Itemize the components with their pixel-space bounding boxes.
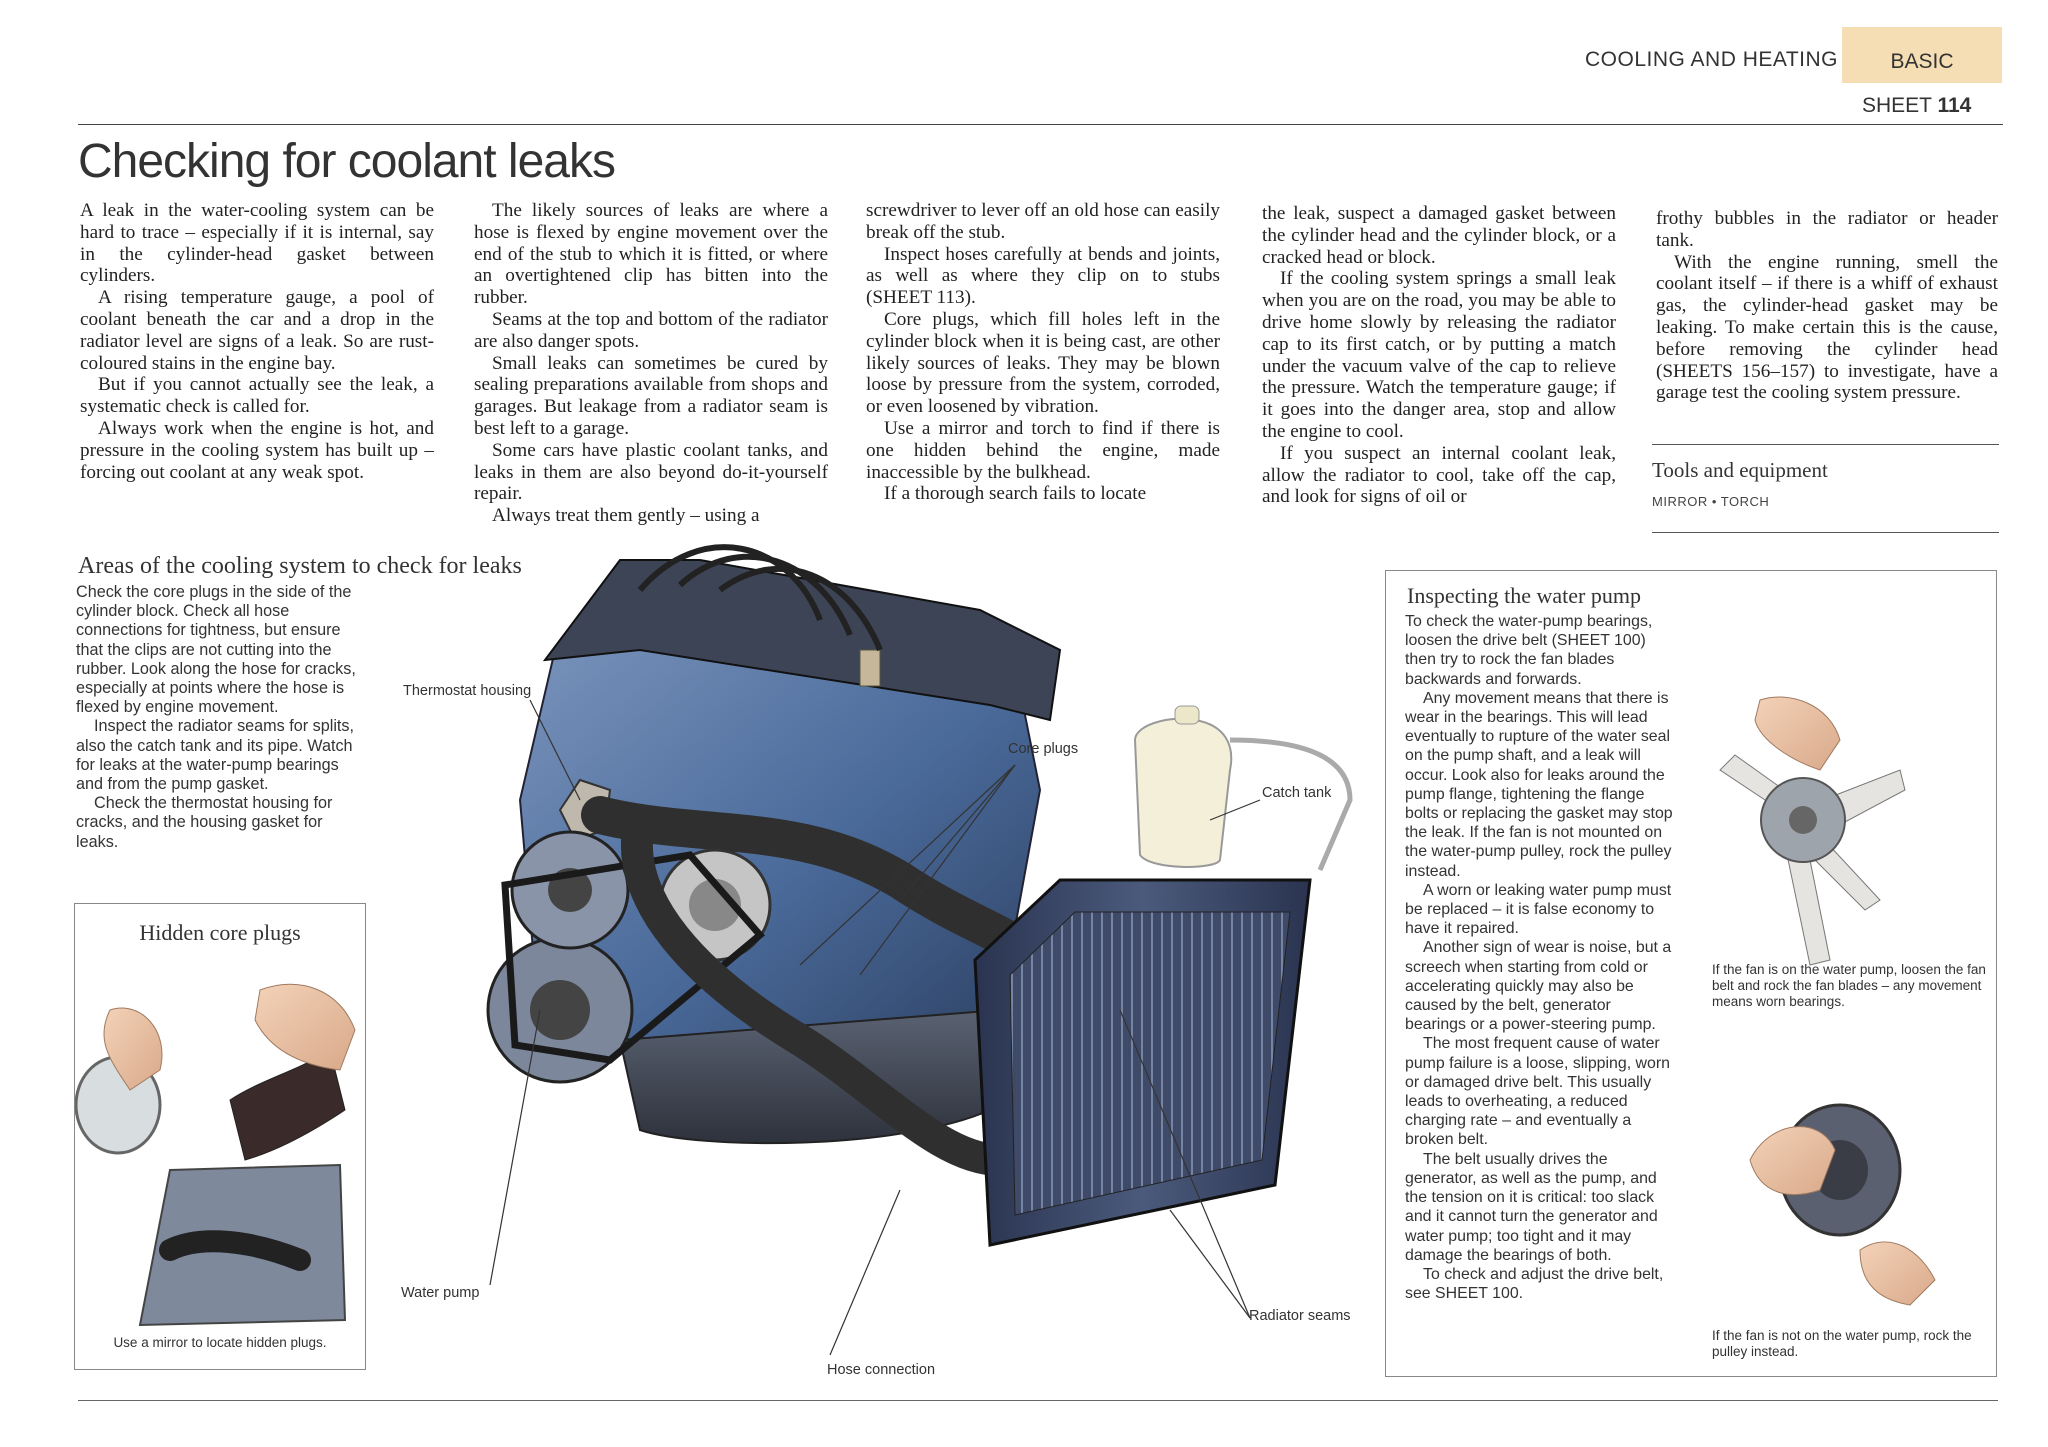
paragraph: Inspect the radiator seams for splits, also the catch tank and its pipe. Watch for leaks at the water-pump bearings and from the pump gasket. xyxy=(76,717,355,794)
fan-caption: If the fan is on the water pump, loosen the fan belt and rock the fan blades – any movement means worn bearings. xyxy=(1712,962,1986,1009)
label-water-pump: Water pump xyxy=(401,1285,480,1301)
areas-heading: Areas of the cooling system to check for leaks xyxy=(78,553,522,579)
paragraph: The likely sources of leaks are where a hose is flexed by engine movement over the end of the stub to which it is fitted, or where an overtightened clip has bitten into the rubber. xyxy=(474,200,828,309)
paragraph: Check the thermostat housing for cracks, and the housing gasket for leaks. xyxy=(76,794,333,851)
paragraph: If you suspect an internal coolant leak, allow the radiator to cool, take off the cap, and look for signs of oil or xyxy=(1262,442,1616,508)
sheet-number: 114 xyxy=(1937,94,1972,117)
paragraph: frothy bubbles in the radiator or header tank. xyxy=(1656,208,1998,251)
hidden-core-plugs-box xyxy=(74,903,366,1370)
paragraph: The belt usually drives the generator, as well as the pump, and the tension on it is critical: too slack and it cannot turn the generator and water pump; too tight and it may damage the bearings of both. xyxy=(1405,1150,1658,1264)
paragraph: Some cars have plastic coolant tanks, and leaks in them are also beyond do-it-yourself repair. xyxy=(474,439,828,505)
section-title: COOLING AND HEATING xyxy=(1585,48,1838,71)
paragraph: screwdriver to lever off an old hose can easily break off the stub. xyxy=(866,200,1220,243)
paragraph: Always treat them gently – using a xyxy=(492,505,760,527)
paragraph: But if you cannot actually see the leak, a systematic check is called for. xyxy=(80,374,434,418)
paragraph: A rising temperature gauge, a pool of coolant beneath the car and a drop in the radiator level are signs of a leak. So are rust-coloured stains in the engine bay. xyxy=(80,287,434,374)
paragraph: Core plugs, which fill holes left in the cylinder block when it is being cast, are other likely sources of leaks. They may be blown loose by pressure from the system, corroded, or even loosened by vibration. xyxy=(866,308,1220,418)
level-label: BASIC xyxy=(1890,50,1954,73)
hidden-core-plugs-title: Hidden core plugs xyxy=(139,920,301,945)
sheet-label: SHEET xyxy=(1862,94,1932,117)
paragraph: To check the water-pump bearings, loosen the drive belt (SHEET 100) then try to rock the fan blades backwards and forwards. xyxy=(1405,613,1653,688)
paragraph: Always work when the engine is hot, and pressure in the cooling system has built up – forcing out coolant at any weak spot. xyxy=(80,417,434,483)
label-hose-connection: Hose connection xyxy=(827,1362,936,1378)
hidden-core-plugs-caption: Use a mirror to locate hidden plugs. xyxy=(113,1335,327,1350)
footer-rule xyxy=(78,1400,1998,1401)
paragraph: To check and adjust the drive belt, see SHEET 100. xyxy=(1405,1265,1664,1303)
paragraph: Inspect hoses carefully at bends and joints, as well as where they clip on to stubs (SHEET 113). xyxy=(866,243,1220,309)
water-pump-text xyxy=(1405,612,1673,1303)
paragraph: Seams at the top and bottom of the radiator are also danger spots. xyxy=(474,308,828,352)
paragraph: Use a mirror and torch to find if there is one hidden behind the engine, made inaccessible by the bulkhead. xyxy=(866,417,1220,483)
label-thermostat-housing: Thermostat housing xyxy=(403,683,532,699)
catch-tank-cap xyxy=(1175,706,1199,724)
oil-filler-cap xyxy=(860,650,880,686)
tools-title: Tools and equipment xyxy=(1652,458,1828,482)
tools-list: MIRROR • TORCH xyxy=(1652,494,1770,509)
paragraph: With the engine running, smell the coolant itself – if there is a whiff of exhaust gas, the cylinder-head gasket may be leaking. To make certain this is the cause, before removing the cylinder head (SHEETS 156–157) to investigate, have a garage test the cooling system pressure. xyxy=(1656,251,1998,404)
water-pump-title: Inspecting the water pump xyxy=(1407,583,1641,608)
pulley-caption: If the fan is not on the water pump, rock the pulley instead. xyxy=(1712,1328,1972,1359)
label-catch-tank: Catch tank xyxy=(1262,785,1332,801)
paragraph: Another sign of wear is noise, but a screech when starting from cold or accelerating quickly may also be caused by the belt, generator bearings or a power-steering pump. xyxy=(1405,939,1672,1034)
paragraph: If the cooling system springs a small leak when you are on the road, you may be able to drive home slowly by releasing the radiator cap to its first catch, or by putting a match under the vacuum valve of the cap to relieve the pressure. Watch the temperature gauge; if it goes into the danger area, stop and allow the engine to cool. xyxy=(1262,268,1616,442)
paragraph: The most frequent cause of water pump failure is a loose, slipping, worn or damaged drive belt. This usually leads to overheating, a reduced charging rate – and eventually a broken belt. xyxy=(1405,1035,1670,1149)
paragraph: If a thorough search fails to locate xyxy=(884,483,1147,505)
paragraph: A worn or leaking water pump must be replaced – it is false economy to have it repaired. xyxy=(1405,881,1672,938)
paragraph: Check the core plugs in the side of the cylinder block. Check all hose connections for tightness, but ensure that the clips are not cutting into the rubber. Look along the hose for cracks, especially at points where the hose is flexed by engine movement. xyxy=(76,583,356,717)
label-core-plugs: Core plugs xyxy=(1008,741,1079,757)
page-title: Checking for coolant leaks xyxy=(78,135,615,188)
paragraph: Any movement means that there is wear in the bearings. This will lead eventually to rupture of the water seal on the pump shaft, and a leak will occur. Look also for leaks around the pump flange, tightening the flange bolts or replacing the gasket may stop the leak. If the fan is not mounted on the water-pump pulley, rock the pulley instead. xyxy=(1405,689,1673,880)
paragraph: Small leaks can sometimes be cured by sealing preparations available from shops and garages. But leakage from a radiator seam is best left to a garage. xyxy=(474,352,828,439)
catch-tank xyxy=(1135,719,1231,867)
label-radiator-seams: Radiator seams xyxy=(1249,1308,1351,1324)
paragraph: A leak in the water-cooling system can be hard to trace – especially if it is internal, say in the cylinder-head gasket between cylinders. xyxy=(80,200,434,287)
paragraph: the leak, suspect a damaged gasket between the cylinder head and the cylinder block, or a cracked head or block. xyxy=(1262,203,1616,268)
